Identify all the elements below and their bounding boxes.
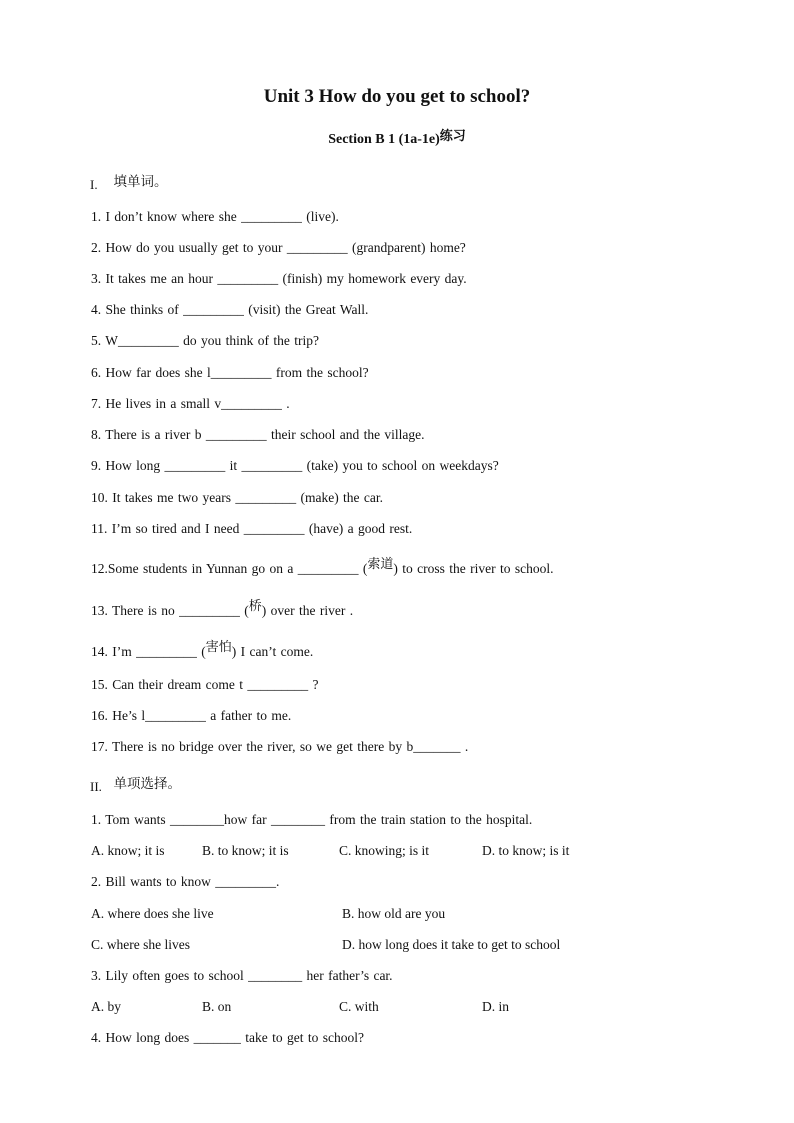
- fill-item-15: 15. Can their dream come t _________ ?: [91, 677, 319, 692]
- mc-q3-option-d: D. in: [482, 999, 509, 1014]
- fill-item-17: 17. There is no bridge over the river, so we get there by b_______ .: [91, 739, 469, 754]
- fill-item-13-post: ) over the river .: [261, 603, 354, 618]
- fill-item-7: 7. He lives in a small v_________ .: [91, 396, 290, 411]
- mc-q3-option-a: A. by: [91, 999, 121, 1014]
- fill-item-1: 1. I don’t know where she _________ (live).: [91, 209, 339, 224]
- fill-item-10: 10. It takes me two years _________ (make) the car.: [91, 490, 384, 505]
- section-subtitle: [0, 128, 794, 148]
- fill-item-14-cn: 害怕: [205, 640, 232, 655]
- mc-q2-option-a: A. where does she live: [91, 906, 214, 921]
- fill-item-16: 16. He’s l_________ a father to me.: [91, 708, 292, 723]
- fill-item-6: 6. How far does she l_________ from the school?: [91, 365, 369, 380]
- part2-label: 单项选择。: [113, 776, 181, 792]
- page-title: Unit 3 How do you get to school?: [263, 86, 531, 107]
- fill-item-5: 5. W_________ do you think of the trip?: [91, 333, 319, 348]
- mc-q3-option-c: C. with: [339, 999, 379, 1014]
- section-subtitle-text: Section B 1 (1a-1e): [328, 132, 440, 147]
- mc-q1-option-b: B. to know; it is: [202, 843, 289, 858]
- mc-question-1: 1. Tom wants ________how far ________ from the train station to the hospital.: [91, 812, 533, 827]
- mc-q2-option-c: C. where she lives: [91, 937, 190, 952]
- mc-q1-option-a: A. know; it is: [91, 843, 165, 858]
- fill-item-9: 9. How long _________ it _________ (take) you to school on weekdays?: [91, 458, 499, 473]
- fill-item-11: 11. I’m so tired and I need _________ (have) a good rest.: [91, 521, 413, 536]
- fill-item-14-pre: 14. I’m _________ (: [91, 644, 206, 659]
- mc-q1-option-d: D. to know; is it: [482, 843, 570, 858]
- fill-item-14-post: ) I can’t come.: [231, 644, 314, 659]
- mc-question-3: 3. Lily often goes to school ________ her father’s car.: [91, 968, 393, 983]
- part1-label: 填单词。: [113, 174, 168, 190]
- fill-item-14: [91, 641, 313, 660]
- fill-item-13: [91, 600, 353, 619]
- fill-item-13-cn: 桥: [248, 599, 262, 614]
- fill-item-8: 8. There is a river b _________ their school and the village.: [91, 427, 425, 442]
- mc-question-4: 4. How long does _______ take to get to school?: [91, 1030, 364, 1045]
- fill-item-12-pre: 12.Some students in Yunnan go on a _________ (: [91, 561, 368, 576]
- part1-number: I.: [90, 177, 98, 192]
- fill-item-12-post: ) to cross the river to school.: [393, 561, 554, 576]
- fill-item-3: 3. It takes me an hour _________ (finish) my homework every day.: [91, 271, 467, 286]
- fill-item-4: 4. She thinks of _________ (visit) the Great Wall.: [91, 302, 369, 317]
- part2-heading: [90, 772, 181, 793]
- mc-q1-option-c: C. knowing; is it: [339, 843, 430, 858]
- part1-heading: [90, 170, 168, 191]
- fill-item-13-pre: 13. There is no _________ (: [91, 603, 249, 618]
- mc-q2-option-b: B. how old are you: [342, 906, 446, 921]
- fill-item-12: [91, 558, 553, 577]
- fill-item-12-cn: 索道: [367, 557, 394, 572]
- mc-q2-option-d: D. how long does it take to get to school: [342, 937, 561, 952]
- mc-question-2: 2. Bill wants to know _________.: [91, 874, 280, 889]
- mc-q3-option-b: B. on: [202, 999, 232, 1014]
- section-subtitle-cn: 练习: [439, 129, 466, 144]
- fill-item-2: 2. How do you usually get to your _________ (grandparent) home?: [91, 240, 466, 255]
- part2-number: II.: [90, 779, 102, 794]
